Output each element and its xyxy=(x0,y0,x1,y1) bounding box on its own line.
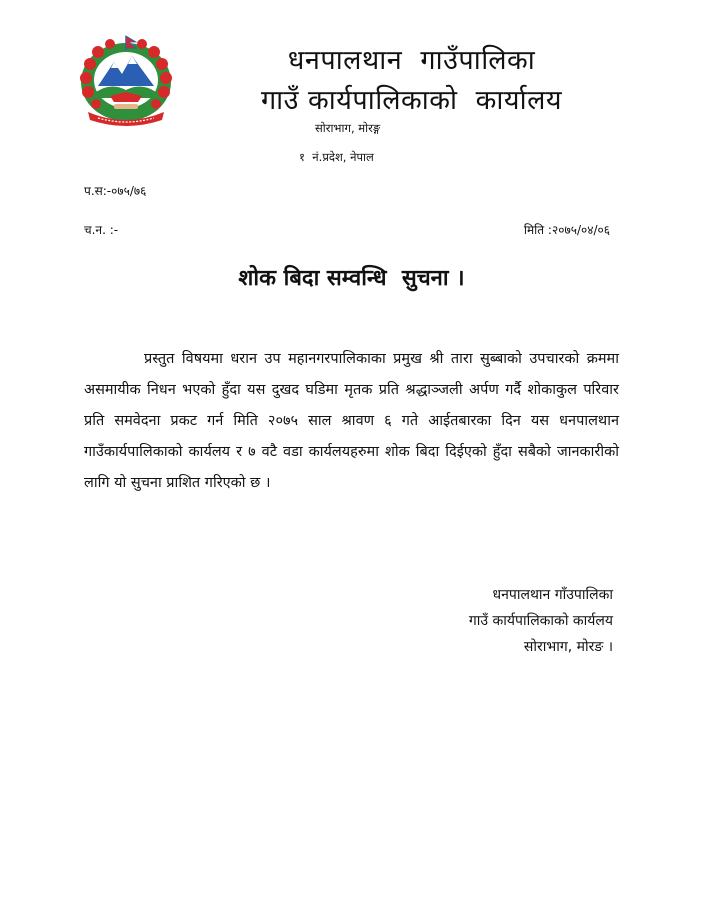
signature-line: धनपालथान गाँउपालिका xyxy=(492,587,613,603)
address-line: सोराभाग, मोरङ्ग xyxy=(315,121,381,135)
signature-line: गाउँ कार्यपालिकाको कार्यलय xyxy=(468,613,613,629)
office-name-title: धनपालथान गाउँपालिका xyxy=(287,45,536,76)
dispatch-number: च.न. :- xyxy=(84,223,119,237)
notice-body: प्रस्तुत विषयमा धरान उप महानगरपालिकाका प्रमुख श्री तारा सुब्बाको उपचारको क्रममा असमायीक निधन भएको हुँदा यस दुखद घडिमा मृतक प्रति श्रद्धाञ्जली अर्पण गर्दै शोकाकुल परिवार प्रति समवेदना प्रकट गर्न मिति २०७५ साल श्रावण ६ गते आईतबारका दिन यस धनपालथान गाउँकार्यपालिकाको कार्यलय र ७ वटै वडा कार्यलयहरुमा शोक बिदा दिईएको हुँदा सबैको जानकारीको लागि यो सुचना प्राशित गरिएको छ । xyxy=(84,351,619,491)
notice-subject: शोक बिदा सम्वन्धि सुचना । xyxy=(238,266,465,291)
signature-line: सोराभाग, मोरङ । xyxy=(523,639,613,655)
signature-block xyxy=(469,582,613,660)
province-line: १ नं.प्रदेश, नेपाल xyxy=(299,150,374,164)
reference-number: प.स:-०७५/७६ xyxy=(84,184,147,198)
notice-date: मिति :२०७५/०४/०६ xyxy=(523,223,610,237)
office-subtitle: गाउँ कार्यपालिकाको कार्यालय xyxy=(260,85,563,116)
nepal-emblem-icon xyxy=(76,34,176,126)
